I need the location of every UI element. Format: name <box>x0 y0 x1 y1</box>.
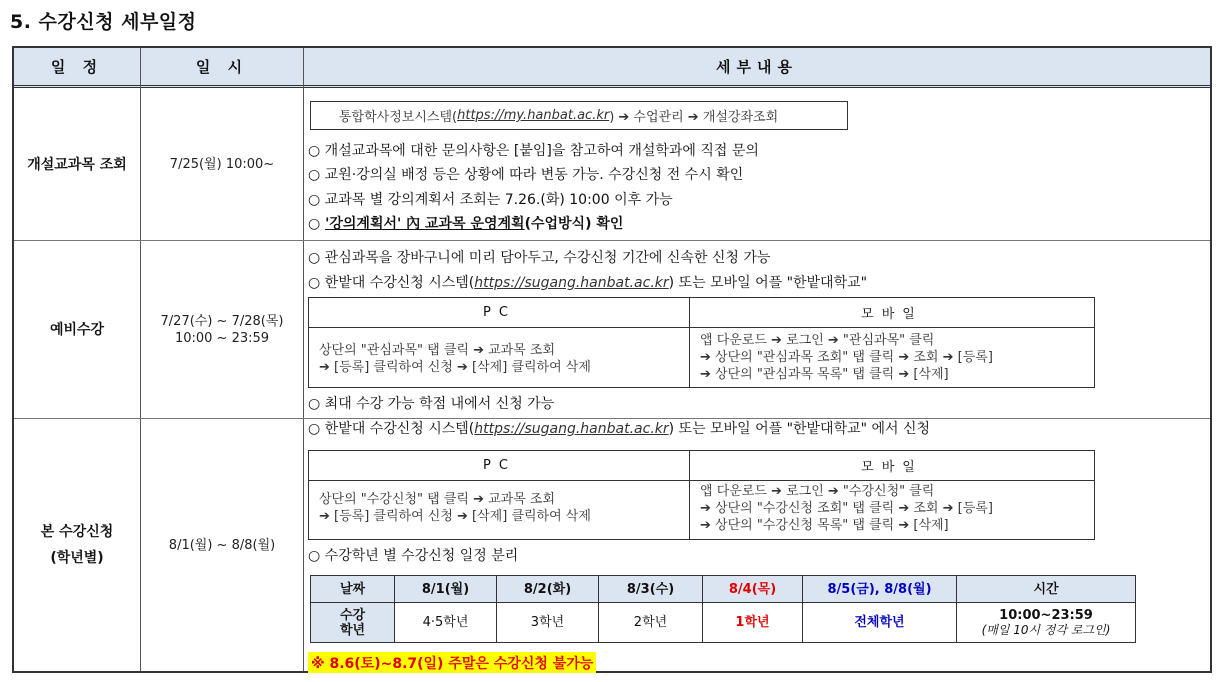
table-header <box>14 48 1210 88</box>
mobile-instructions: 앱 다운로드 ➔ 로그인 ➔ "관심과목" 클릭 ➔ 상단의 "관심과목 조회" 탭 클릭 ➔ 조회 ➔ [등록] ➔ 상단의 "관심과목 목록" 탭 클릭 ➔ [삭제] <box>700 333 993 382</box>
row-date-pre-registration <box>141 241 303 418</box>
label-line: 본 수강신청 <box>40 524 114 540</box>
header-datetime: 일 시 <box>195 58 249 76</box>
schedule-header-time: 시간 <box>957 576 1135 603</box>
system-path-box: 통합학사정보시스템( https://my.hanbat.ac.kr ) ➔ 수업관리 ➔ 개설강좌조회 <box>310 101 848 130</box>
schedule-row-label: 수강 학년 <box>311 603 395 642</box>
label-line: (학년별) <box>50 550 104 566</box>
row-label-course-view: 개설교과목 조회 <box>27 156 127 173</box>
pc-instructions: 상단의 "수강신청" 탭 클릭 ➔ 교과목 조회 ➔ [등록] 클릭하여 신청 ➔ [삭제] 클릭하여 삭제 <box>319 492 591 524</box>
schedule-grade: 4·5학년 <box>395 603 497 642</box>
column-divider <box>689 298 690 387</box>
bullet-item: ○ 최대 수강 가능 학점 내에서 신청 가능 <box>308 396 555 412</box>
schedule-header-day: 8/1(월) <box>395 576 497 603</box>
grade-schedule-table <box>310 575 1136 643</box>
schedule-header-day: 8/5(금), 8/8(월) <box>803 576 957 603</box>
bullet-item: ○ 관심과목을 장바구니에 미리 담아두고, 수강신청 기간에 신속한 신청 가능 <box>308 250 771 266</box>
schedule-header-day: 8/2(화) <box>497 576 599 603</box>
bullet-item: ○ 교과목 별 강의계획서 조회는 7.26.(화) 10:00 이후 가능 <box>308 192 673 208</box>
sugang-link[interactable]: https://sugang.hanbat.ac.kr <box>474 275 669 291</box>
row-label-pre-registration: 예비수강 <box>49 321 105 338</box>
weekend-notice: ※ 8.6(토)~8.7(일) 주말은 수강신청 불가능 <box>308 652 596 673</box>
bullet-item: ○ 개설교과목에 대한 문의사항은 [붙임]을 참고하여 개설학과에 직접 문의 <box>308 143 759 159</box>
schedule-header-day: 8/3(수) <box>599 576 703 603</box>
pre-registration-method-table <box>308 297 1095 388</box>
column-divider <box>689 451 690 539</box>
date-line: 7/27(수) ~ 7/28(목) <box>160 313 284 329</box>
bullet-item: ○ 수강학년 별 수강신청 일정 분리 <box>308 548 519 564</box>
schedule-header-date: 날짜 <box>311 576 395 603</box>
column-divider <box>303 48 304 671</box>
schedule-grade: 2학년 <box>599 603 703 642</box>
row-date-course-view: 7/25(월) 10:00~ <box>169 157 275 172</box>
row-date-main-registration: 8/1(월) ~ 8/8(월) <box>168 537 276 553</box>
schedule-grade: 3학년 <box>497 603 599 642</box>
pc-instructions: 상단의 "관심과목" 탭 클릭 ➔ 교과목 조회 ➔ [등록] 클릭하여 신청 ➔ [삭제] 클릭하여 삭제 <box>319 343 591 375</box>
bullet-item: ○ 교원·강의실 배정 등은 상황에 따라 변동 가능. 수강신청 전 수시 확인 <box>308 167 744 183</box>
bullet-item: ○ 한밭대 수강신청 시스템(https://sugang.hanbat.ac.kr) 또는 모바일 어플 "한밭대학교" 에서 신청 <box>308 421 931 437</box>
mobile-header: 모바일 <box>690 298 1094 328</box>
pc-header: PC <box>309 451 690 481</box>
portal-link[interactable]: https://my.hanbat.ac.kr <box>457 108 610 123</box>
bullet-item: ○ 한밭대 수강신청 시스템(https://sugang.hanbat.ac.kr) 또는 모바일 어플 "한밭대학교" <box>308 275 868 291</box>
schedule-grade: 전체학년 <box>803 603 957 642</box>
schedule-grade: 1학년 <box>703 603 803 642</box>
pc-header: PC <box>309 298 690 328</box>
time-line: 10:00 ~ 23:59 <box>174 330 270 346</box>
mobile-header: 모바일 <box>690 451 1094 481</box>
registration-method-table <box>308 450 1095 540</box>
bullet-item-bold: ○ '강의계획서' 內 교과목 운영계획(수업방식) 확인 <box>308 216 624 232</box>
sugang-link[interactable]: https://sugang.hanbat.ac.kr <box>474 421 669 437</box>
schedule-time: 10:00~23:59 (매일 10시 정각 로그인) <box>981 607 1111 637</box>
header-schedule: 일 정 <box>50 58 104 76</box>
schedule-header-day: 8/4(목) <box>703 576 803 603</box>
section-title: 5. 수강신청 세부일정 <box>10 11 197 33</box>
row-label-main-registration <box>14 419 140 671</box>
header-details: 세부내용 <box>716 58 798 76</box>
mobile-instructions: 앱 다운로드 ➔ 로그인 ➔ "수강신청" 클릭 ➔ 상단의 "수강신청 조회" 탭 클릭 ➔ 조회 ➔ [등록] ➔ 상단의 "수강신청 목록" 탭 클릭 ➔ [삭제] <box>700 484 993 533</box>
